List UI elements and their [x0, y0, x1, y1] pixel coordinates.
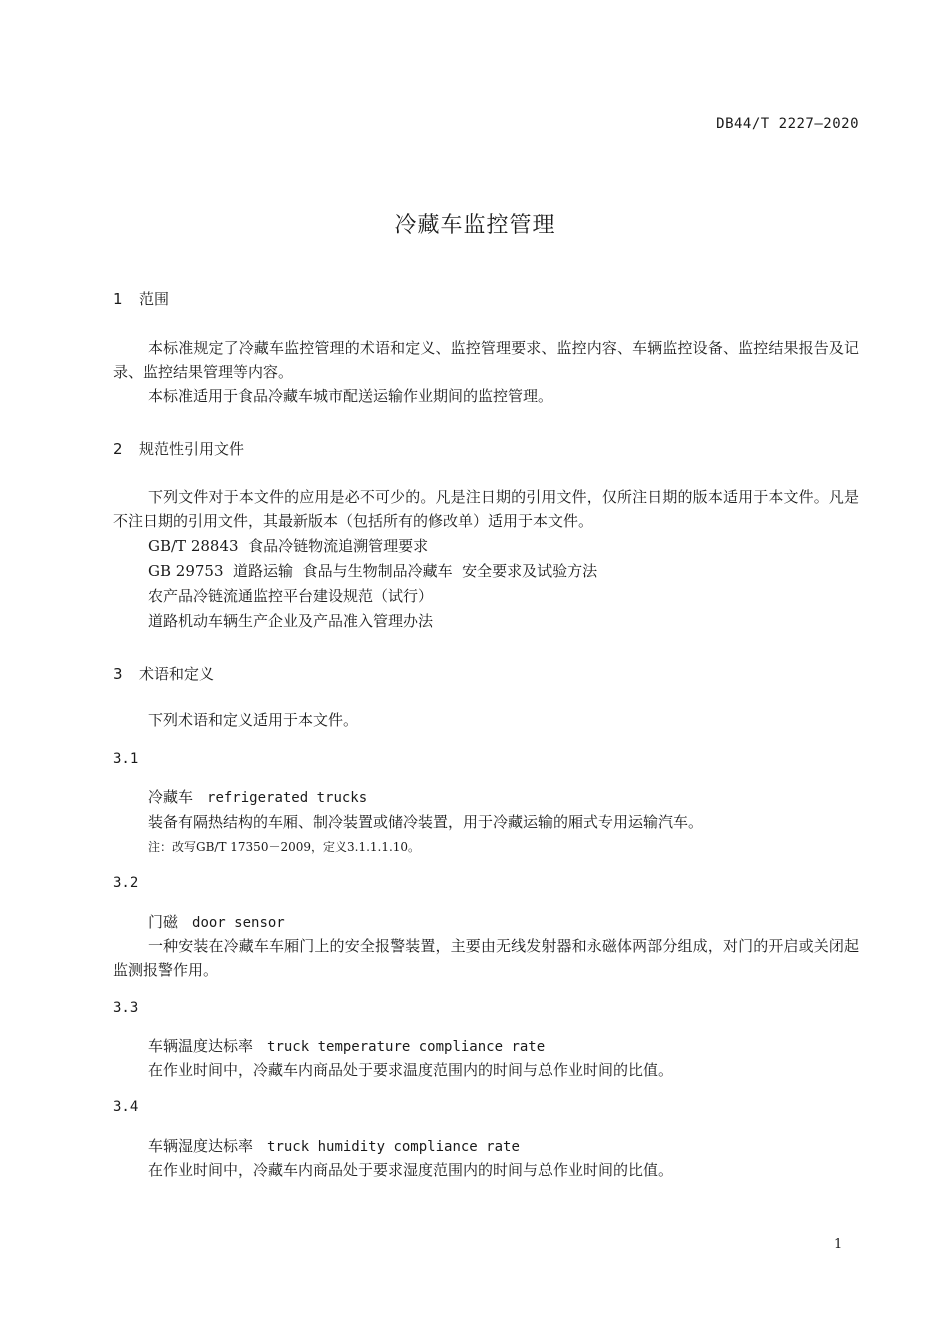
section-3-heading	[113, 663, 214, 684]
section-number: 1	[113, 290, 123, 308]
reference-item: 道路机动车辆生产企业及产品准入管理办法	[148, 612, 434, 630]
term-number: 3.1	[113, 751, 139, 767]
term-title	[148, 1135, 520, 1156]
term-number: 3.4	[113, 1099, 139, 1115]
term-zh: 冷藏车	[148, 788, 194, 806]
section-number: 2	[113, 440, 123, 458]
reference-item: GB 29753 道路运输 食品与生物制品冷藏车 安全要求及试验方法	[148, 562, 598, 580]
term-zh: 车辆湿度达标率	[148, 1137, 254, 1155]
term-title	[148, 911, 285, 932]
section-title: 范围	[139, 290, 170, 308]
reference-item: 农产品冷链流通监控平台建设规范（试行）	[148, 587, 434, 605]
document-number: DB44/T 2227—2020	[716, 116, 859, 132]
term-zh: 门磁	[148, 913, 179, 931]
term-title	[148, 1035, 545, 1056]
term-en: truck temperature compliance rate	[267, 1039, 546, 1055]
term-en: truck humidity compliance rate	[267, 1139, 520, 1155]
reference-item: GB/T 28843 食品冷链物流追溯管理要求	[148, 537, 429, 555]
note-text: 改写GB/T 17350－2009，定义3.1.1.1.10。	[172, 840, 421, 854]
page-number: 1	[834, 1237, 843, 1252]
term-en: door sensor	[192, 915, 285, 931]
section-2-paragraph-1: 下列文件对于本文件的应用是必不可少的。凡是注日期的引用文件，仅所注日期的版本适用于本文件。凡是不注日期的引用文件，其最新版本（包括所有的修改单）适用于本文件。	[113, 488, 859, 530]
term-en: refrigerated trucks	[207, 790, 368, 806]
note-label: 注：	[148, 840, 173, 854]
term-note	[148, 838, 420, 855]
section-1-paragraph-1: 本标准规定了冷藏车监控管理的术语和定义、监控管理要求、监控内容、车辆监控设备、监控结果报告及记录、监控结果管理等内容。	[113, 339, 859, 381]
section-3-paragraph-1: 下列术语和定义适用于本文件。	[148, 711, 359, 729]
section-number: 3	[113, 665, 123, 683]
page-title: 冷藏车监控管理	[394, 213, 556, 238]
section-1-heading	[113, 288, 169, 309]
term-definition: 一种安装在冷藏车车厢门上的安全报警装置，主要由无线发射器和永磁体两部分组成，对门的开启或关闭起监测报警作用。	[113, 937, 859, 979]
term-title	[148, 786, 367, 807]
section-2-heading	[113, 438, 244, 459]
term-definition: 在作业时间中，冷藏车内商品处于要求湿度范围内的时间与总作业时间的比值。	[148, 1161, 674, 1179]
term-definition: 装备有隔热结构的车厢、制冷装置或储冷装置，用于冷藏运输的厢式专用运输汽车。	[148, 813, 704, 831]
section-title: 规范性引用文件	[139, 440, 245, 458]
term-definition: 在作业时间中，冷藏车内商品处于要求温度范围内的时间与总作业时间的比值。	[148, 1061, 674, 1079]
term-number: 3.3	[113, 1000, 139, 1016]
section-title: 术语和定义	[139, 665, 215, 683]
term-zh: 车辆温度达标率	[148, 1037, 254, 1055]
section-1-paragraph-2: 本标准适用于食品冷藏车城市配送运输作业期间的监控管理。	[148, 387, 554, 405]
term-number: 3.2	[113, 875, 139, 891]
